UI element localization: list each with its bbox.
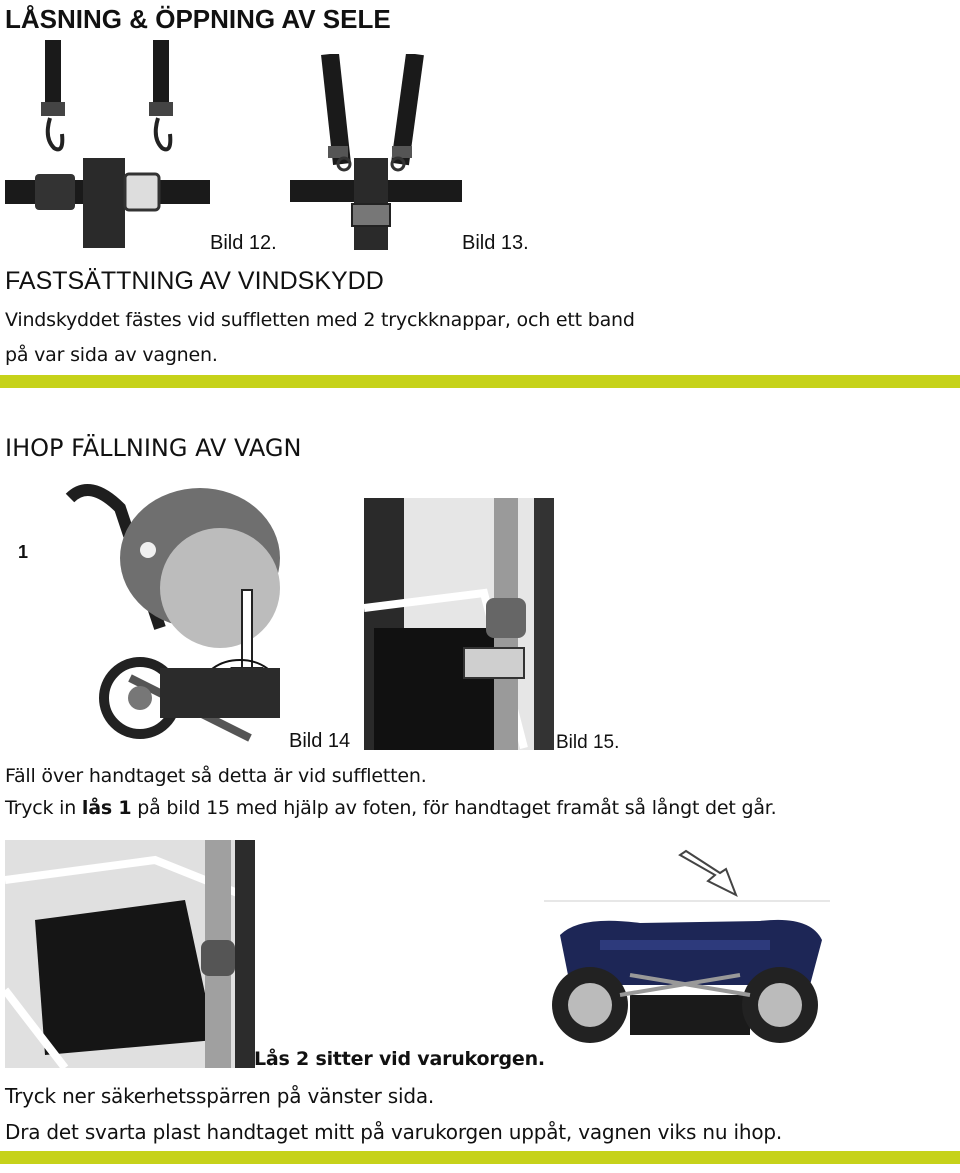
harness-chest-photo <box>290 54 462 250</box>
folding-text-line2-post: på bild 15 med hjälp av foten, för handtaget framåt så långt det går. <box>131 797 777 819</box>
accent-divider-1 <box>0 375 960 388</box>
heading-harness: LÅSNING & ÖPPNING AV SELE <box>5 4 391 34</box>
lock-2-caption: Lås 2 sitter vid varukorgen. <box>254 1048 545 1070</box>
caption-bild-12: Bild 12. <box>210 232 277 254</box>
harness-buckle-photo <box>5 40 210 248</box>
stroller-lock1-photo <box>364 498 554 750</box>
folding-text-line1: Fäll över handtaget så detta är vid suffletten. <box>5 765 427 787</box>
windshield-text-line1: Vindskyddet fästes vid suffletten med 2 tryckknappar, och ett band <box>5 309 635 331</box>
folding-text-line2 <box>5 797 776 819</box>
stroller-handle-photo <box>10 478 282 750</box>
caption-bild-13: Bild 13. <box>462 232 529 254</box>
stroller-basket-photo <box>5 840 255 1068</box>
folding-text-line4: Dra det svarta plast handtaget mitt på varukorgen uppåt, vagnen viks nu ihop. <box>5 1120 783 1144</box>
step-number-1: 1 <box>18 542 29 562</box>
lock-1-label: lås 1 <box>81 797 132 819</box>
folding-text-line2-pre: Tryck in <box>5 797 82 819</box>
caption-bild-14: Bild 14 <box>289 730 351 752</box>
caption-bild-15: Bild 15. <box>556 732 620 753</box>
accent-divider-2 <box>0 1151 960 1164</box>
folding-text-line3: Tryck ner säkerhetsspärren på vänster sida. <box>5 1084 435 1108</box>
folded-stroller-photo <box>540 845 832 1055</box>
heading-windshield: FASTSÄTTNING AV VINDSKYDD <box>5 267 384 295</box>
windshield-text-line2: på var sida av vagnen. <box>5 344 218 366</box>
heading-folding: IHOP FÄLLNING AV VAGN <box>5 434 302 462</box>
